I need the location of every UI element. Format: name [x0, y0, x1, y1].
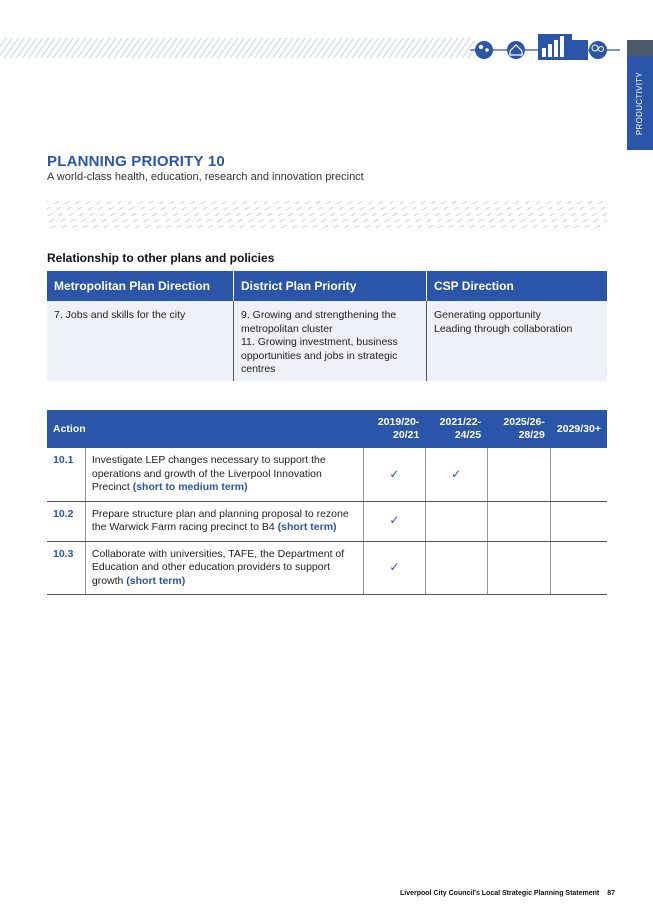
metro-item: 7. Jobs and skills for the city	[54, 309, 186, 321]
cell-metro	[47, 301, 234, 381]
action-text: Investigate LEP changes necessary to support the operations and growth of the Liverpool Innovation Precinct	[91, 454, 326, 493]
side-tab-label-wrap	[627, 56, 653, 150]
district-item: 9. Growing and strengthening the metropolitan cluster	[241, 309, 397, 335]
action-text: Collaborate with universities, TAFE, the Department of Education and other education providers to support growth	[91, 547, 345, 587]
action-id: 10.2	[47, 501, 85, 541]
column-header-metro: Metropolitan Plan Direction	[47, 271, 234, 301]
table-row	[47, 541, 607, 595]
trees-icon	[589, 41, 607, 59]
checkmark-icon: ✓	[451, 466, 462, 481]
actions-table	[47, 410, 607, 595]
action-description	[85, 541, 363, 595]
house-icon	[507, 41, 525, 59]
page-number: 87	[607, 890, 616, 897]
side-tab-label: PRODUCTIVITY	[635, 71, 645, 135]
period-cell	[487, 501, 551, 541]
action-term: (short term)	[126, 574, 186, 587]
action-term: (short to medium term)	[132, 481, 248, 493]
column-header-period: 2019/20-20/21	[364, 410, 426, 448]
footer-text: Liverpool City Council's Local Strategic Planning Statement	[400, 890, 600, 897]
action-term: (short term)	[277, 521, 337, 533]
section-icons	[470, 24, 630, 62]
period-cell	[551, 448, 607, 501]
planning-priority-subtitle: A world-class health, education, research and innovation precinct	[47, 171, 364, 183]
checkmark-icon: ✓	[389, 466, 400, 481]
csp-item: Leading through collaboration	[434, 322, 573, 335]
table-row	[47, 501, 607, 541]
cell-district	[234, 301, 427, 381]
action-description	[85, 448, 363, 501]
header-hatch-decoration	[0, 38, 475, 58]
period-cell	[487, 448, 551, 501]
period-cell	[487, 541, 551, 595]
action-id: 10.3	[47, 541, 85, 595]
action-text: Prepare structure plan and planning proposal to rezone the Warwick Farm racing precinct to B4	[91, 507, 349, 533]
action-id: 10.1	[47, 448, 85, 501]
period-cell	[364, 448, 426, 501]
period-cell	[364, 501, 426, 541]
action-description	[85, 501, 363, 541]
district-item: 11. Growing investment, business opportunities and jobs in strategic centres	[241, 336, 398, 375]
period-cell	[425, 448, 487, 501]
relationship-header-row	[47, 271, 607, 301]
column-header-district: District Plan Priority	[234, 271, 427, 301]
people-icon	[475, 41, 493, 59]
column-header-period: 2025/26-28/29	[487, 410, 551, 448]
planning-priority-title: PLANNING PRIORITY 10	[47, 153, 225, 170]
csp-item: Generating opportunity	[434, 309, 541, 321]
page-footer	[400, 890, 615, 897]
relationship-table	[47, 271, 607, 381]
column-header-period: 2021/22-24/25	[425, 410, 487, 448]
period-cell	[425, 541, 487, 595]
period-cell	[551, 541, 607, 595]
checkmark-icon: ✓	[389, 513, 400, 528]
divider-hatch-decoration	[47, 200, 607, 228]
period-cell	[551, 501, 607, 541]
bar-chart-icon	[538, 34, 588, 60]
column-header-action: Action	[47, 410, 364, 448]
side-tab-cap	[627, 40, 653, 56]
relationship-row	[47, 301, 607, 381]
period-cell	[364, 541, 426, 595]
relationship-heading: Relationship to other plans and policies	[47, 251, 275, 265]
column-header-csp: CSP Direction	[427, 271, 608, 301]
actions-header-row	[47, 410, 607, 448]
column-header-period: 2029/30+	[551, 410, 607, 448]
table-row	[47, 448, 607, 501]
checkmark-icon: ✓	[389, 560, 400, 574]
cell-csp	[427, 301, 608, 381]
period-cell	[425, 501, 487, 541]
